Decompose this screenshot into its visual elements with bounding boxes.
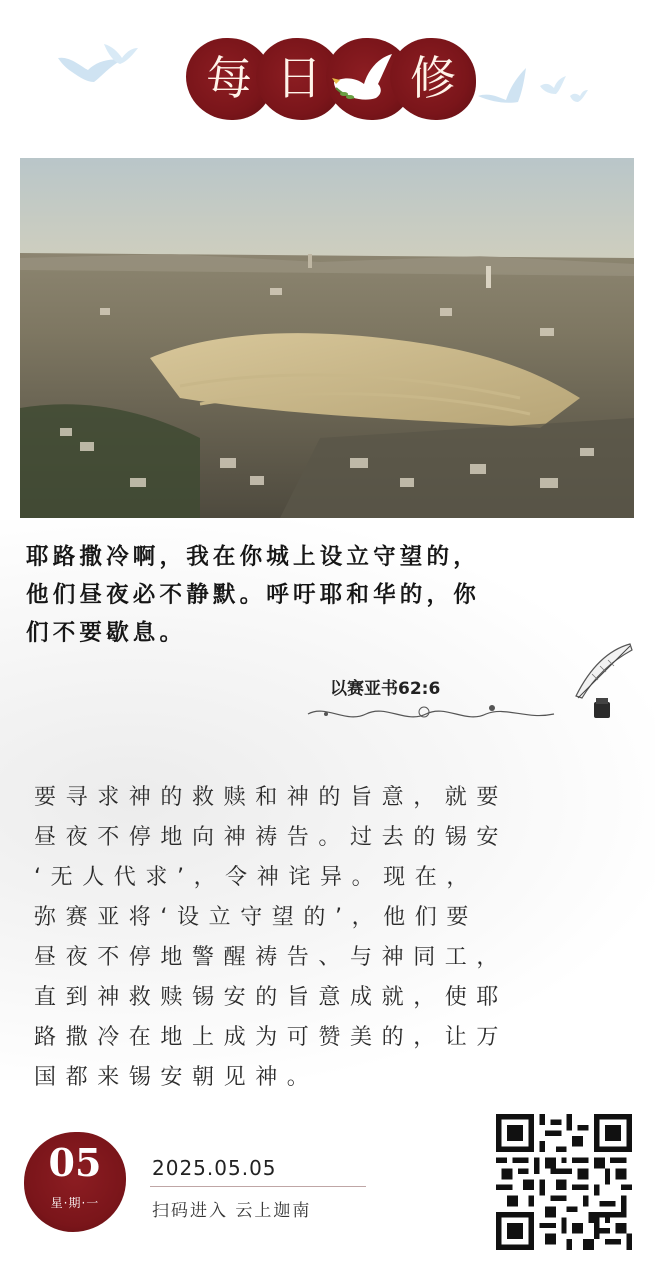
bird-icon: [470, 52, 590, 112]
header: [0, 0, 655, 150]
devotional-line: 昼夜不停地警醒祷告、与神同工，: [34, 945, 509, 970]
divider: [150, 1186, 366, 1187]
qr-code-icon[interactable]: [496, 1114, 632, 1250]
verse-line: 他们昼夜必不静默。呼吁耶和华的，你: [26, 582, 480, 608]
verse-line: 们不要歇息。: [26, 620, 187, 646]
city-panorama-image: [20, 158, 634, 518]
scan-prompt: 扫码进入 云上迦南: [152, 1201, 312, 1221]
title-char: 修: [410, 51, 456, 105]
weekday-label: 星·期·一: [50, 1196, 100, 1210]
devotional-line: 弥赛亚将‘设立守望的’，他们要: [34, 905, 478, 930]
quill-pen-icon: [552, 640, 636, 724]
full-date: 2025.05.05: [152, 1156, 277, 1180]
devotional-line: 要寻求神的救赎和神的旨意，就要: [34, 785, 509, 810]
page-title: [186, 34, 476, 126]
bird-icon: [52, 36, 142, 96]
devotional-line: 路撒冷在地上成为可赞美的，让万: [34, 1025, 509, 1050]
squiggle-line-decoration: [306, 700, 556, 730]
title-char: 每: [206, 51, 252, 105]
devotional-line: ‘无人代求’，令神诧异。现在，: [34, 865, 478, 890]
devotional-line: 国都来锡安朝见神。: [34, 1065, 319, 1090]
verse-line: 耶路撒冷啊，我在你城上设立守望的，: [26, 544, 480, 570]
devotional-text: [34, 778, 630, 1098]
day-number: 05: [48, 1140, 102, 1185]
title-char: 日: [276, 51, 322, 105]
devotional-line: 昼夜不停地向神祷告。过去的锡安: [34, 825, 509, 850]
scripture-verse: [26, 538, 636, 652]
dove-with-olive-branch-icon: [326, 48, 398, 108]
devotional-line: 直到神救赎锡安的旨意成就，使耶: [34, 985, 509, 1010]
verse-reference: 以赛亚书62:6: [330, 679, 441, 699]
